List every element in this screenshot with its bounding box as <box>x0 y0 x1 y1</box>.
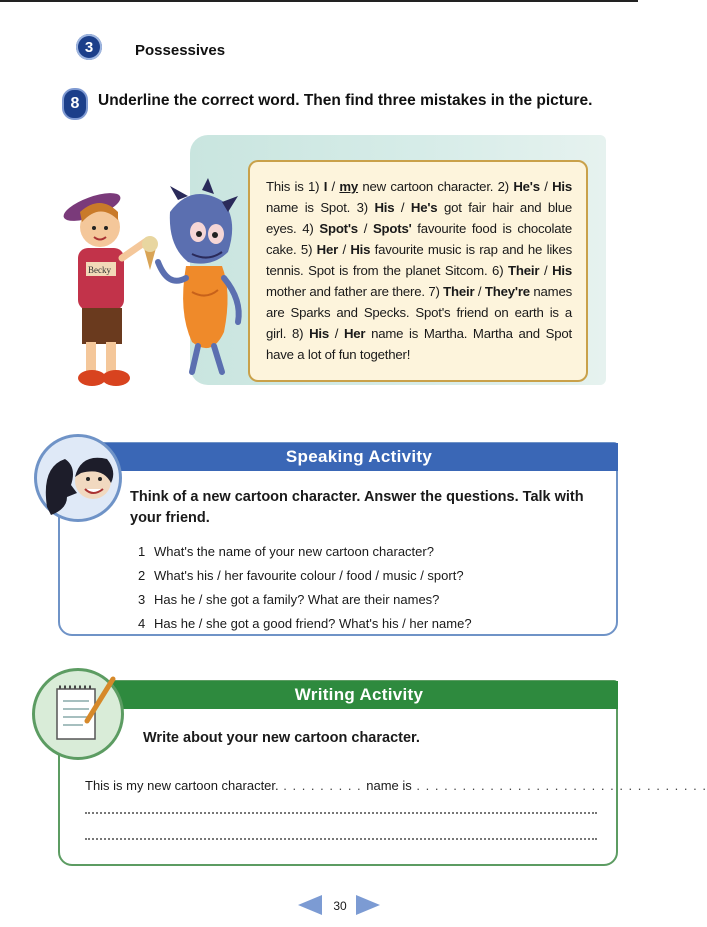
section-number-badge: 3 <box>76 34 102 60</box>
writing-line-2[interactable] <box>85 812 597 814</box>
speaking-activity-title: Speaking Activity <box>285 447 433 466</box>
story-text-run: names are Sparks and Specks. Spot's friend on earth is a girl. 8) <box>266 284 572 341</box>
story-choice-word[interactable]: His <box>552 263 572 278</box>
story-text-run: favourite music is rap and he likes tennis. Spot is from the planet Sitcom. 6) <box>266 242 572 278</box>
story-text-box <box>248 160 588 382</box>
story-text-run: name is Spot. 3) <box>266 200 375 215</box>
writing-line-3[interactable] <box>85 838 597 840</box>
exercise-number-badge: 8 <box>62 88 88 120</box>
alien-character <box>158 178 239 372</box>
story-choice-word[interactable]: Their <box>443 284 475 299</box>
story-text-run: / <box>539 179 553 194</box>
ice-cream-icon <box>142 236 158 270</box>
shirt-text: Becky <box>88 265 111 275</box>
story-choice-word[interactable]: He's <box>513 179 540 194</box>
writing-line-middle: name is <box>366 778 412 793</box>
story-choice-word[interactable]: His <box>552 179 572 194</box>
story-text-run: This is 1) <box>266 179 324 194</box>
story-text-run: new cartoon character. 2) <box>358 179 514 194</box>
section-title: Possessives <box>135 42 226 59</box>
exercise-instruction: Underline the correct word. Then find three mistakes in the picture. <box>98 92 593 109</box>
top-rule <box>0 0 638 2</box>
story-text-run: / <box>539 263 553 278</box>
story-choice-word[interactable]: I <box>323 179 328 194</box>
speaking-question-list <box>138 540 472 636</box>
list-item: 1 What's the name of your new cartoon character? <box>138 544 434 559</box>
story-underlined-word[interactable]: my <box>339 179 359 194</box>
story-choice-word[interactable]: They're <box>484 284 530 299</box>
writing-line-prefix: This is my new cartoon character. <box>85 778 279 793</box>
speaking-question: Think of a new cartoon character. Answer the questions. Talk with your friend. <box>130 489 584 526</box>
story-text-run: / <box>338 242 351 257</box>
list-item: 2 What's his / her favourite colour / food / music / sport? <box>138 568 464 583</box>
story-text-run: name is Martha. Martha and Spot have a lot of fun together! <box>266 326 572 362</box>
story-paragraph <box>266 176 572 365</box>
story-choice-word[interactable]: He's <box>410 200 438 215</box>
writing-instruction: Write about your new cartoon character. <box>143 730 420 746</box>
story-choice-word[interactable]: Her <box>316 242 339 257</box>
story-text-run: favourite food is chocolate cake. 5) <box>266 221 572 257</box>
cartoon-characters-illustration <box>52 182 252 402</box>
story-choice-word[interactable]: His <box>374 200 395 215</box>
page-number: 30 <box>333 899 347 913</box>
story-text-run: / <box>357 221 373 236</box>
story-choice-word[interactable]: His <box>309 326 329 341</box>
story-text-run: / <box>474 284 485 299</box>
story-text-run: / <box>327 179 340 194</box>
notepad-pencil-icon <box>32 668 124 760</box>
writing-activity-title: Writing Activity <box>294 685 424 704</box>
story-choice-word[interactable]: Spot's <box>319 221 358 236</box>
story-choice-word[interactable]: His <box>350 242 371 257</box>
list-item: 4 Has he / she got a good friend? What's his / her name? <box>138 616 472 631</box>
story-text-run: mother and father are there. 7) <box>266 284 444 299</box>
writing-line-1: This is my new cartoon character. . . . . . . . . . name is . . . . . . . . . . . . . . . . . . . . . . . . . . . . . . . . <box>85 778 707 793</box>
story-choice-word[interactable]: Their <box>508 263 540 278</box>
girl-character <box>60 187 148 386</box>
story-text-run: / <box>394 200 411 215</box>
story-choice-word[interactable]: Her <box>343 326 366 341</box>
story-choice-word[interactable]: Spots' <box>372 221 412 236</box>
list-item: 3 Has he / she got a family? What are their names? <box>138 592 440 607</box>
speaking-faces-icon <box>34 434 122 522</box>
story-text-run: got fair hair and blue eyes. 4) <box>266 200 572 236</box>
story-text-run: / <box>328 326 344 341</box>
